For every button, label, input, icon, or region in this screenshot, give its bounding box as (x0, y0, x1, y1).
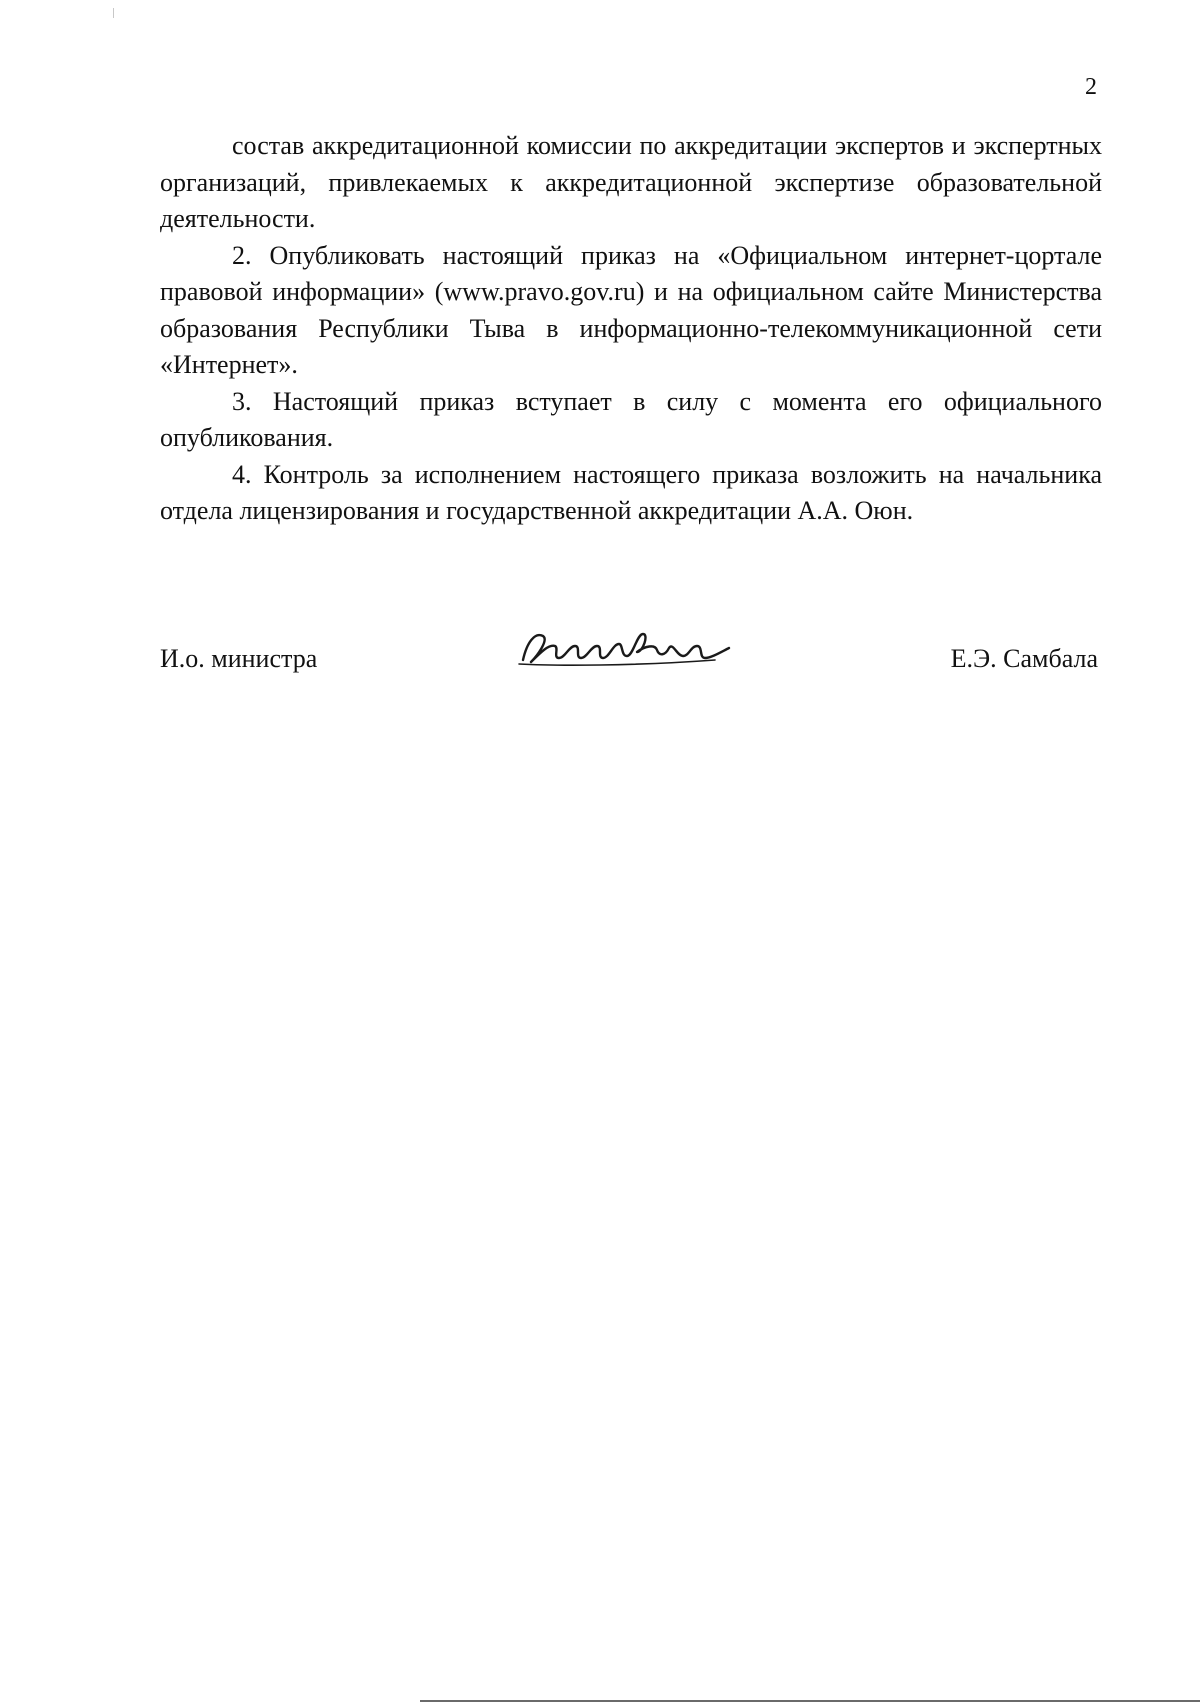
signatory-name: Е.Э. Самбала (950, 644, 1098, 673)
scan-speck (113, 8, 114, 18)
signatory-title: И.о. министра (160, 644, 318, 673)
handwritten-signature (515, 622, 735, 672)
paragraph-4: 4. Контроль за исполнением настоящего приказа возложить на начальника отдела лицензирования и государственной аккредитации А.А. Оюн. (160, 459, 1102, 525)
scan-edge-line (420, 1700, 1200, 1702)
paragraph-3: 3. Настоящий приказ вступает в силу с момента его официального опубликования. (160, 386, 1102, 452)
page-number: 2 (1085, 74, 1097, 100)
paragraph-2: 2. Опубликовать настоящий приказ на «Официальном интернет-цортале правовой информации» (www.pravo.gov.ru) и на официальном сайте Министерства образования Республики Тыва в информационно-телекоммуникационной сети «Интернет». (160, 240, 1102, 379)
signature-block (160, 630, 1102, 690)
document-body (160, 128, 1102, 530)
paragraph-1: состав аккредитационной комиссии по аккредитации экспертов и экспертных организаций, привлекаемых к аккредитационной экспертизе образовательной деятельности. (160, 131, 1102, 233)
